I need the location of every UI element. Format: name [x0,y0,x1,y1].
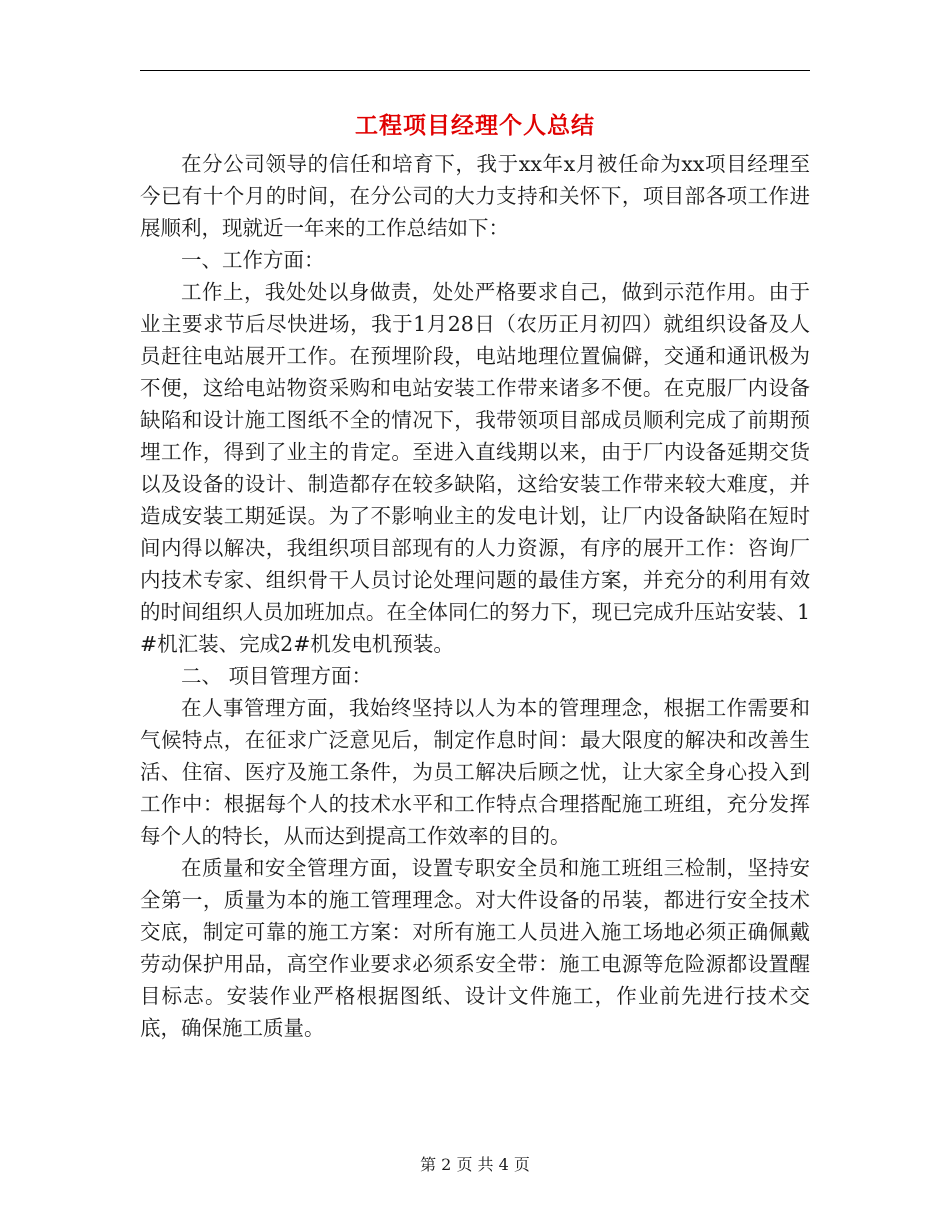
paragraph-personnel: 在人事管理方面，我始终坚持以人为本的管理理念，根据工作需要和气候特点，在征求广泛意见后，制定作息时间：最大限度的解决和改善生活、住宿、医疗及施工条件，为员工解决后顾之忧，让大家全身心投入到工作中：根据每个人的技术水平和工作特点合理搭配施工班组，充分发挥每个人的特长，从而达到提高工作效率的目的。 [140,696,810,848]
paragraph-quality-safety: 在质量和安全管理方面，设置专职安全员和施工班组三检制，坚持安全第一，质量为本的施工管理理念。对大件设备的吊装，都进行安全技术交底，制定可靠的施工方案：对所有施工人员进入施工场地必须正确佩戴劳动保护用品，高空作业要求必须系安全带：施工电源等危险源都设置醒目标志。安装作业严格根据图纸、设计文件施工，作业前先进行技术交底，确保施工质量。 [140,856,810,1040]
paragraph-work: 工作上，我处处以身做责，处处严格要求自己，做到示范作用。由于业主要求节后尽快进场，我于1月28日（农历正月初四）就组织设备及人员赶往电站展开工作。在预埋阶段，电站地理位置偏僻，交通和通讯极为不便，这给电站物资采购和电站安装工作带来诸多不便。在克服厂内设备缺陷和设计施工图纸不全的情况下，我带领项目部成员顺利完成了前期预埋工作，得到了业主的肯定。至进入直线期以来，由于厂内设备延期交货以及设备的设计、制造都存在较多缺陷，这给安装工作带来较大难度，并造成安装工期延误。为了不影响业主的发电计划，让厂内设备缺陷在短时间内得以解决，我组织项目部现有的人力资源，有序的展开工作：咨询厂内技术专家、组织骨干人员讨论处理问题的最佳方案，并充分的利用有效的时间组织人员加班加点。在全体同仁的努力下，现已完成升压站安装、1#机汇装、完成2#机发电机预装。 [140,280,810,656]
paragraph-intro: 在分公司领导的信任和培育下，我于xx年x月被任命为xx项目经理至今已有十个月的时间，在分公司的大力支持和关怀下，项目部各项工作进展顺利，现就近一年来的工作总结如下： [140,152,810,240]
page-number-footer: 第 2 页 共 4 页 [420,1155,530,1174]
document-title: 工程项目经理个人总结 [355,112,595,139]
section-heading-management: 二、 项目管理方面： [181,664,373,688]
section-heading-work: 一、工作方面： [181,248,325,272]
document-body [140,148,810,1044]
header-rule [140,70,810,71]
